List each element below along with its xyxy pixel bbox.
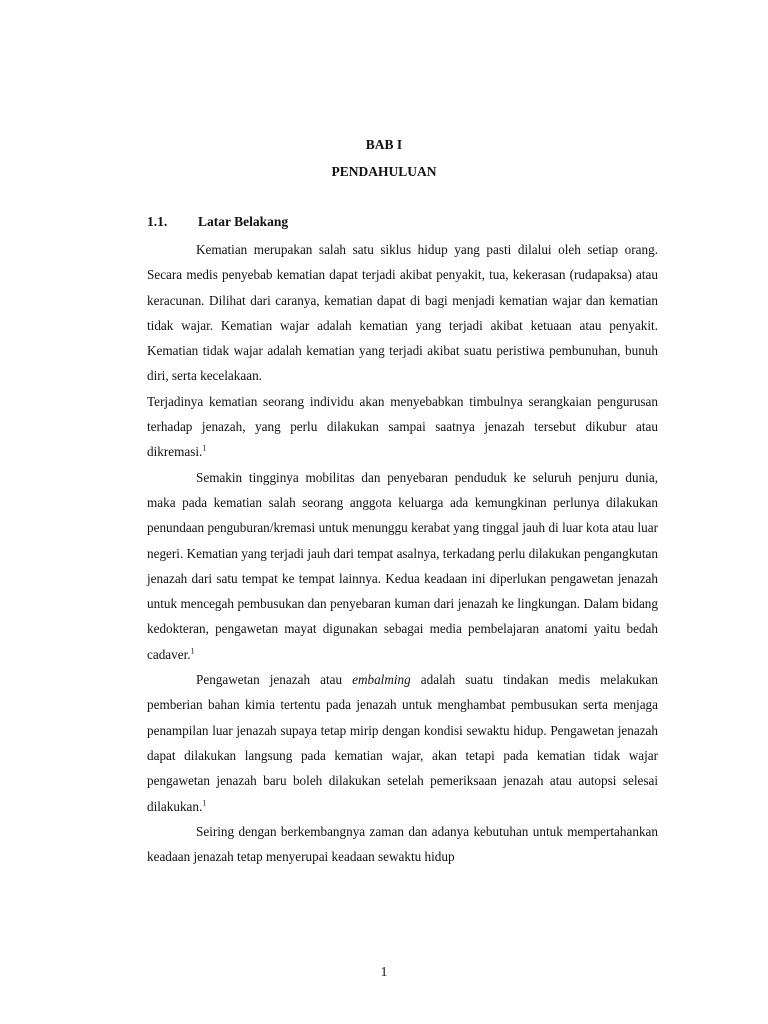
paragraph-1: [147, 237, 658, 389]
paragraph-4-term: embalming: [352, 672, 411, 688]
body-text: [147, 237, 658, 869]
paragraph-4-text-end: adalah suatu tindakan medis melakukan pemberian bahan kimia tertentu pada jenazah untuk menghambat pembusukan serta menjaga penampilan luar jenazah supaya tetap mirip dengan kondisi sewaktu hidup. Pengawetan jenazah dapat dilakukan langsung pada kematian wajar, akan tetapi pada kematian tidak wajar pengawetan jenazah baru boleh dilakukan setelah pemeriksaan jenazah atau autopsi selesai dilakukan.: [147, 672, 658, 814]
footnote-ref[interactable]: 1: [202, 443, 207, 453]
footnote-ref[interactable]: 1: [202, 798, 207, 808]
paragraph-3-text: Semakin tingginya mobilitas dan penyebaran penduduk ke seluruh penjuru dunia, maka pada kematian salah seorang anggota keluarga ada kemungkinan perlunya dilakukan penundaan penguburan/kremasi untuk menunggu kerabat yang tinggal jauh di luar kota atau luar negeri. Kematian yang terjadi jauh dari tempat asalnya, terkadang perlu dilakukan pengangkutan jenazah dari satu tempat ke tempat lainnya. Kedua keadaan ini diperlukan pengawetan jenazah untuk mencegah pembusukan dan penyebaran kuman dari jenazah ke lingkungan. Dalam bidang kedokteran, pengawetan mayat digunakan sebagai media pembelajaran anatomi yaitu bedah cadaver.: [147, 469, 658, 662]
chapter-heading: BAB I: [365, 137, 403, 152]
paragraph-2-text: Terjadinya kematian seorang individu akan menyebabkan timbulnya serangkaian pengurusan terhadap jenazah, yang perlu dilakukan sampai saatnya jenazah tersebut dikubur atau dikremasi.: [147, 393, 658, 460]
paragraph-2: [147, 389, 658, 465]
paragraph-4-text-start: Pengawetan jenazah atau: [196, 672, 353, 688]
paragraph-4: [147, 667, 658, 819]
footnote-ref[interactable]: 1: [190, 646, 195, 656]
section-number: 1.1.: [147, 214, 168, 229]
section-title: Latar Belakang: [198, 214, 289, 229]
paragraph-5: [147, 819, 658, 870]
page-number: 1: [380, 964, 388, 979]
paragraph-1-text: Kematian merupakan salah satu siklus hidup yang pasti dilalui oleh setiap orang. Secara medis penyebab kematian dapat terjadi akibat penyakit, tua, kekerasan (rudapaksa) atau keracunan. Dilihat dari caranya, kematian dapat di bagi menjadi kematian wajar dan kematian tidak wajar. Kematian wajar adalah kematian yang terjadi akibat ketuaan atau penyakit. Kematian tidak wajar adalah kematian yang terjadi akibat suatu peristiwa pembunuhan, bunuh diri, serta kecelakaan.: [147, 242, 658, 384]
paragraph-3: [147, 465, 658, 667]
chapter-title: PENDAHULUAN: [331, 164, 437, 179]
paragraph-5-text: Seiring dengan berkembangnya zaman dan adanya kebutuhan untuk mempertahankan keadaan jenazah tetap menyerupai keadaan sewaktu hidup: [147, 823, 658, 865]
